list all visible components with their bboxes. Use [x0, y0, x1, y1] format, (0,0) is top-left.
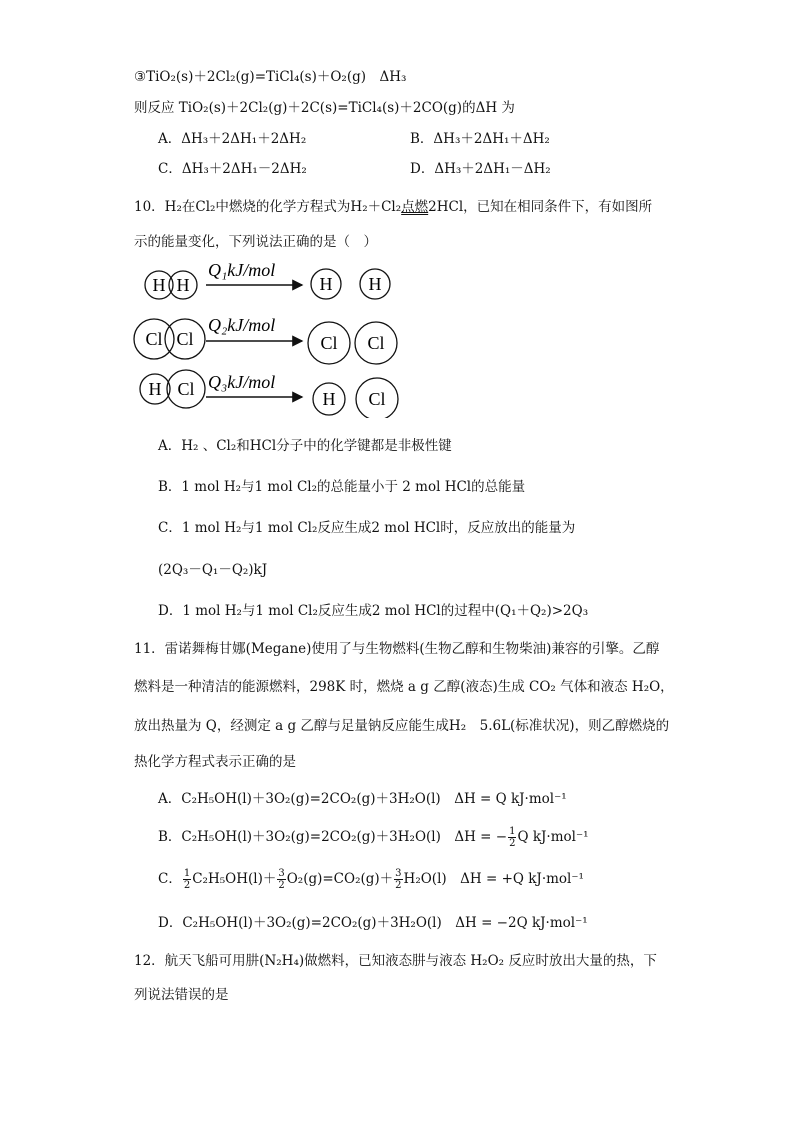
row3-energy-label: Q₃kJ/mol: [208, 372, 276, 392]
q11-option-c-fraction-3: [394, 868, 402, 891]
fraction-denominator: 2: [509, 838, 516, 849]
q11-line1: 11．雷诺舞梅甘娜(Megane)使用了与生物燃料(生物乙醇和生物柴油)兼容的引擎。乙醇: [134, 641, 660, 657]
bond-energy-diagram: [130, 258, 410, 418]
q11-line3: 放出热量为 Q，经测定 a g 乙醇与足量钠反应能生成H₂ 5.6L(标准状况)，则乙醇燃烧的: [134, 718, 670, 734]
row2-energy-label: Q₂kJ/mol: [208, 315, 276, 335]
q9-option-d: D．ΔH₃＋2ΔH₁－ΔH₂: [410, 161, 551, 177]
row2-right-atom1: Cl: [320, 333, 338, 353]
q10-option-c: C．1 mol H₂与1 mol Cl₂反应生成2 mol HCl时，反应放出的能量为: [158, 520, 576, 536]
q9-option-b: B．ΔH₃＋2ΔH₁＋ΔH₂: [410, 131, 550, 147]
q11-option-c-mid2: O₂(g)=CO₂(g)＋: [286, 871, 394, 887]
fraction-numerator: 3: [278, 868, 285, 879]
row2-right-atom2: Cl: [367, 333, 385, 353]
q9-stem: 则反应 TiO₂(s)＋2Cl₂(g)＋2C(s)=TiCl₄(s)＋2CO(g)的ΔH 为: [134, 100, 515, 116]
q10-option-d: D．1 mol H₂与1 mol Cl₂反应生成2 mol HCl的过程中(Q₁＋Q₂)>2Q₃: [158, 603, 589, 619]
q11-option-b-post: Q kJ·mol⁻¹: [517, 829, 589, 845]
row3-left-atom2: Cl: [177, 379, 195, 399]
q11-option-d: D．C₂H₅OH(l)＋3O₂(g)=2CO₂(g)＋3H₂O(l) ΔH = −2Q kJ·mol⁻¹: [158, 915, 588, 931]
q10-stem-line1: [134, 198, 652, 216]
q9-option-c: C．ΔH₃＋2ΔH₁－2ΔH₂: [158, 161, 307, 177]
fraction-denominator: 2: [395, 880, 402, 891]
row3-right-atom2: Cl: [368, 389, 386, 409]
row1-energy-label: Q₁kJ/mol: [208, 260, 276, 280]
q11-option-a: A．C₂H₅OH(l)＋3O₂(g)=2CO₂(g)＋3H₂O(l) ΔH = Q kJ·mol⁻¹: [158, 791, 567, 807]
fraction-numerator: 1: [509, 826, 516, 837]
fraction-denominator: 2: [183, 880, 191, 891]
q11-option-c-fraction-2: [277, 868, 285, 891]
row2-left-atom2: Cl: [176, 329, 194, 349]
q10-option-a: A．H₂ 、Cl₂和HCl分子中的化学键都是非极性键: [158, 438, 452, 454]
row2-left-atom1: Cl: [145, 329, 163, 349]
q11-option-b-fraction: [508, 826, 516, 849]
row1-right-atom2: H: [368, 274, 382, 294]
q9-equation-3: ③TiO₂(s)＋2Cl₂(g)=TiCl₄(s)＋O₂(g) ΔH₃: [134, 69, 407, 85]
q11-option-b: [158, 823, 589, 851]
q12-line2: 列说法错误的是: [134, 987, 229, 1003]
q10-option-c-energy: (2Q₃－Q₁－Q₂)kJ: [158, 562, 268, 578]
q10-option-b: B．1 mol H₂与1 mol Cl₂的总能量小于 2 mol HCl的总能量: [158, 479, 526, 495]
q11-line4: 热化学方程式表示正确的是: [134, 754, 296, 770]
q11-line2: 燃料是一种清洁的能源燃料，298K 时，燃烧 a g 乙醇(液态)生成 CO₂ 气体和液态 H₂O，: [134, 679, 674, 695]
q10-stem-post: 2HCl，已知在相同条件下，有如图所: [428, 199, 653, 215]
fraction-denominator: 2: [278, 880, 285, 891]
q11-option-c-post: H₂O(l) ΔH = +Q kJ·mol⁻¹: [403, 871, 584, 887]
q11-option-c-mid1: C₂H₅OH(l)＋: [192, 871, 277, 887]
row1-left-atom2: H: [176, 275, 190, 295]
q10-stem-pre: 10．H₂在Cl₂中燃烧的化学方程式为H₂＋Cl₂: [134, 199, 402, 215]
q11-option-c-label: C．: [158, 871, 182, 887]
row3-right-atom1: H: [322, 389, 336, 409]
q10-condition: 点燃: [401, 199, 429, 215]
row1-left-atom1: H: [152, 275, 166, 295]
row1-right-atom1: H: [319, 274, 333, 294]
fraction-numerator: 1: [183, 868, 191, 879]
q11-option-c-fraction-1: [183, 868, 191, 891]
row3-left-atom1: H: [148, 379, 162, 399]
q10-stem-line2: 示的能量变化，下列说法正确的是（ ）: [134, 234, 377, 250]
q12-line1: 12．航天飞船可用肼(N₂H₄)做燃料，已知液态肼与液态 H₂O₂ 反应时放出大量的热，下: [134, 953, 657, 969]
q11-option-b-pre: B．C₂H₅OH(l)＋3O₂(g)=2CO₂(g)＋3H₂O(l) ΔH = −: [158, 829, 508, 845]
fraction-numerator: 3: [395, 868, 402, 879]
q11-option-c: [158, 865, 584, 893]
q9-option-a: A．ΔH₃＋2ΔH₁＋2ΔH₂: [158, 131, 307, 147]
